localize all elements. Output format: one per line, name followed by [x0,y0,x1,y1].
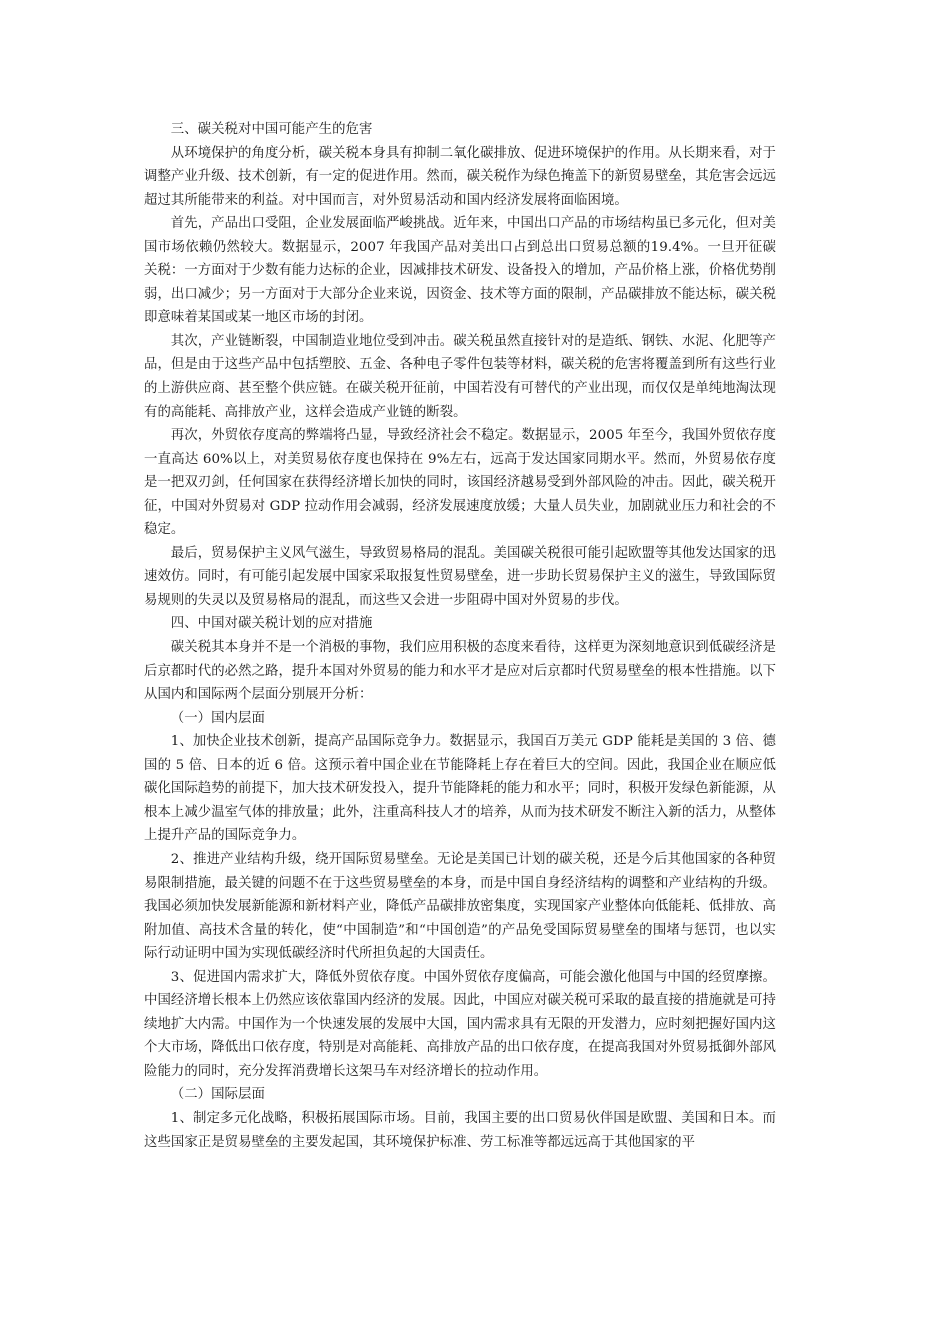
subsection-heading: （一）国内层面 [170,710,265,726]
paragraph: 再次，外贸依存度高的弊端将凸显，导致经济社会不稳定。数据显示，2005 年至今，我国外贸依存度一直高达 60%以上，对美贸易依存度也保持在 9%左右，远高于发达国家同期水平。然而，外贸易依存度是一把双刃剑，任何国家在获得经济增长加快的同时，该国经济越易受到外部风险的冲击。因此，碳关税开征，中国对外贸易对 GDP 拉动作用会减弱，经济发展速度放缓；大量人员失业，加剧就业压力和社会的不稳定。 [144,428,776,538]
paragraph: 首先，产品出口受阻，企业发展面临严峻挑战。近年来，中国出口产品的市场结构虽已多元化，但对美国市场依赖仍然较大。数据显示，2007 年我国产品对美出口占到总出口贸易总额的19.4%。一旦开征碳关税：一方面对于少数有能力达标的企业，因减排技术研发、设备投入的增加，产品价格上涨，价格优势削弱，出口减少；另一方面对于大部分企业来说，因资金、技术等方面的限制，产品碳排放不能达标，碳关税即意味着某国或某一地区市场的封闭。 [144,216,776,326]
paragraph: 其次，产业链断裂，中国制造业地位受到冲击。碳关税虽然直接针对的是造纸、钢铁、水泥、化肥等产品，但是由于这些产品中包括塑胶、五金、各种电子零件包装等材料，碳关税的危害将覆盖到所有这些行业的上游供应商、甚至整个供应链。在碳关税开征前，中国若没有可替代的产业出现，而仅仅是单纯地淘汰现有的高能耗、高排放产业，这样会造成产业链的断裂。 [144,333,776,420]
paragraph: 1、加快企业技术创新，提高产品国际竞争力。数据显示，我国百万美元 GDP 能耗是美国的 3 倍、德国的 5 倍、日本的近 6 倍。这预示着中国企业在节能降耗上存在着巨大的空间。因此，我国企业在顺应低碳化国际趋势的前提下，加大技术研发投入，提升节能降耗的能力和水平；同时，积极开发绿色新能源，从根本上减少温室气体的排放量；此外，注重高科技人才的培养，从而为技术研发不断注入新的活力，从整体上提升产品的国际竞争力。 [144,734,776,844]
paragraph: 3、促进国内需求扩大，降低外贸依存度。中国外贸依存度偏高，可能会激化他国与中国的经贸摩擦。中国经济增长根本上仍然应该依靠国内经济的发展。因此，中国应对碳关税可采取的最直接的措施就是可持续地扩大内需。中国作为一个快速发展的发展中大国，国内需求具有无限的开发潜力，应时刻把握好国内这个大市场，降低出口依存度，特别是对高能耗、高排放产品的出口依存度，在提高我国对外贸易抵御外部风险能力的同时，充分发挥消费增长这架马车对经济增长的拉动作用。 [144,969,776,1079]
paragraph: 2、推进产业结构升级，绕开国际贸易壁垒。无论是美国已计划的碳关税，还是今后其他国家的各种贸易限制措施，最关键的问题不在于这些贸易壁垒的本身，而是中国自身经济结构的调整和产业结构的升级。我国必须加快发展新能源和新材料产业，降低产品碳排放密集度，实现国家产业整体向低能耗、低排放、高附加值、高技术含量的转化，使“中国制造”和“中国创造”的产品免受国际贸易壁垒的围堵与惩罚，也以实际行动证明中国为实现低碳经济时代所担负起的大国责任。 [144,851,776,962]
subsection-heading: （二）国际层面 [170,1087,265,1103]
section-heading: 三、碳关税对中国可能产生的危害 [170,122,373,137]
paragraph: 从环境保护的角度分析，碳关税本身具有抑制二氧化碳排放、促进环境保护的作用。从长期来看，对于调整产业升级、技术创新，有一定的促进作用。然而，碳关税作为绿色掩盖下的新贸易壁垒，其危害会远远超过其所能带来的利益。对中国而言，对外贸易活动和国内经济发展将面临困境。 [144,145,776,208]
section-heading: 四、中国对碳关税计划的应对措施 [170,616,373,632]
paragraph: 1、制定多元化战略，积极拓展国际市场。目前，我国主要的出口贸易伙伴国是欧盟、美国和日本。而这些国家正是贸易壁垒的主要发起国，其环境保护标准、劳工标准等都远远高于其他国家的平 [144,1110,776,1150]
document-body [144,118,776,1154]
paragraph: 碳关税其本身并不是一个消极的事物，我们应用积极的态度来看待，这样更为深刻地意识到低碳经济是后京都时代的必然之路，提升本国对外贸易的能力和水平才是应对后京都时代贸易壁垒的根本性措施。以下从国内和国际两个层面分别展开分析： [144,640,776,703]
paragraph: 最后，贸易保护主义风气滋生，导致贸易格局的混乱。美国碳关税很可能引起欧盟等其他发达国家的迅速效仿。同时，有可能引起发展中国家采取报复性贸易壁垒，进一步助长贸易保护主义的滋生，导致国际贸易规则的失灵以及贸易格局的混乱，而这些又会进一步阻碍中国对外贸易的步伐。 [144,545,776,608]
